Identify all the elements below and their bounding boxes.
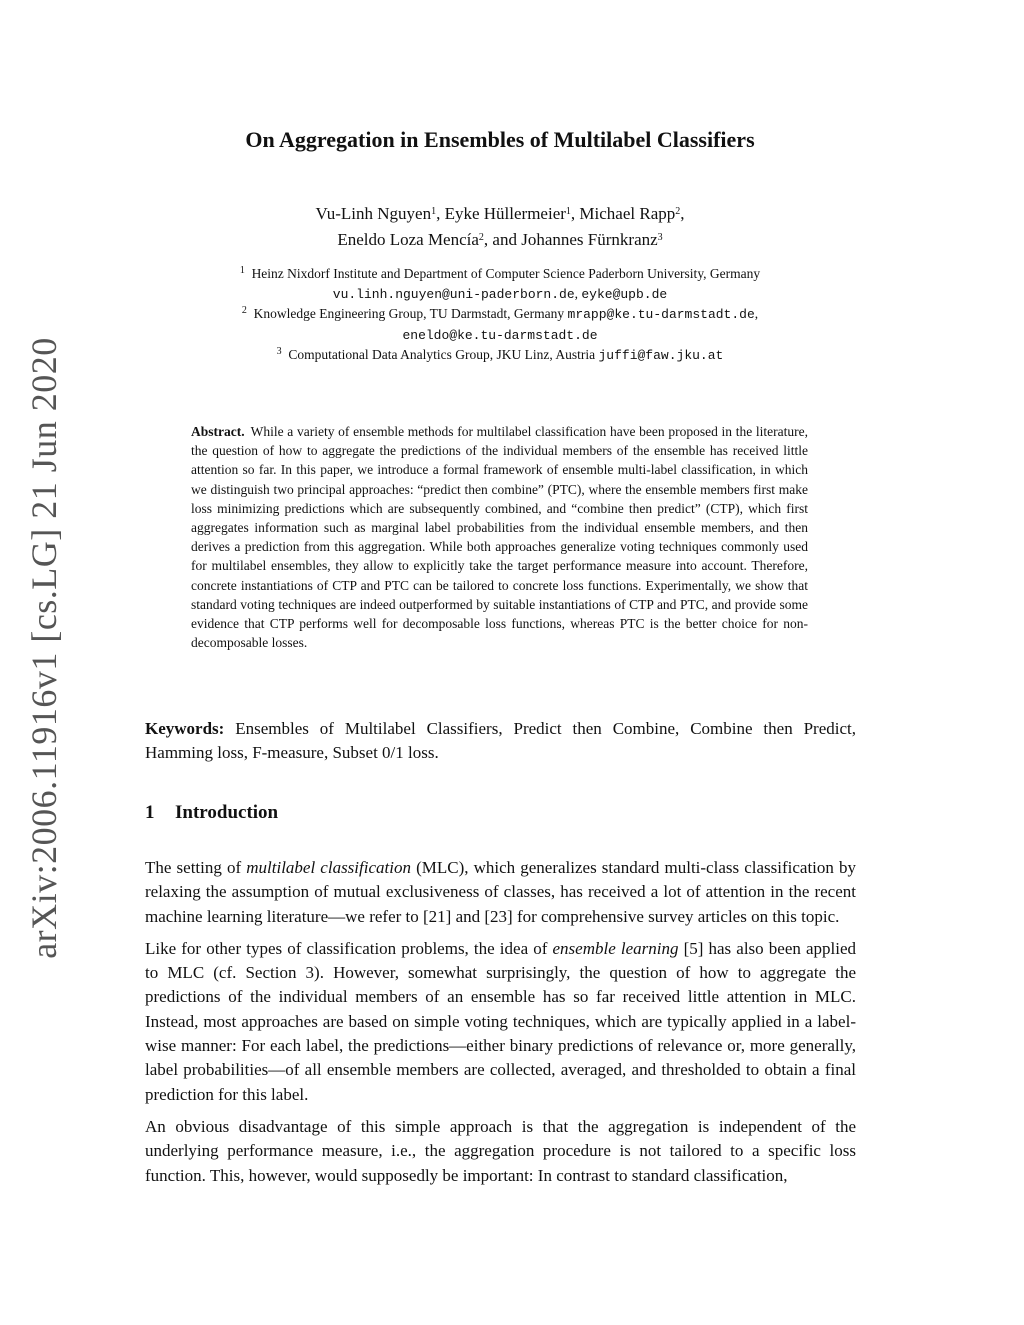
affiliation-1 — [0, 264, 1000, 284]
keywords-text: Ensembles of Multilabel Classifiers, Predict then Combine, Combine then Predict, Hamming loss, F-measure, Subset 0/1 loss. — [145, 719, 856, 762]
affiliation-3 — [0, 345, 1000, 366]
affiliation-name: Heinz Nixdorf Institute and Department of Computer Science Paderborn University, Germany — [251, 266, 761, 281]
author-affiliation-marker: 2 — [478, 232, 484, 243]
paragraph-text: (MLC), which generalizes standard multi-class classification by relaxing the assumption of mutual exclusiveness of classes, has received a lot of attention in the recent machine learning literature—we refer to [21] and [23] for comprehensive survey articles on this topic. — [145, 858, 857, 926]
author-name: and Johannes Fürnkranz — [492, 230, 658, 249]
email-address[interactable]: eyke@upb.de — [581, 286, 668, 302]
paragraph-2 — [145, 937, 856, 1107]
email-address[interactable]: mrapp@ke.tu-darmstadt.de — [567, 307, 755, 322]
section-number: 1 — [145, 802, 155, 823]
paragraph-text: An obvious disadvantage of this simple approach is that the aggregation is independent of the underlying performance measure, i.e., the aggregation procedure is not tailored to a specific loss function. This, however, would supposedly be important: In contrast to standard classification, — [145, 1116, 856, 1185]
paragraph-text: Like for other types of classification problems, the idea of — [145, 938, 548, 958]
affiliation-name: Computational Data Analytics Group, JKU Linz, Austria — [288, 347, 596, 362]
affiliation-list — [0, 264, 1000, 366]
author-affiliation-marker: 1 — [431, 206, 437, 217]
affiliation-number: 1 — [239, 265, 245, 276]
author-list — [0, 201, 1000, 253]
email-address[interactable]: eneldo@ke.tu-darmstadt.de — [402, 327, 598, 343]
paragraph-text: The setting of — [145, 858, 242, 877]
affiliation-number: 3 — [276, 346, 282, 357]
paragraph-text: [5] has also been applied to MLC (cf. Section 3). However, somewhat surprisingly, the question of how to aggregate the predictions of the individual members of an ensemble has so far received little attention in MLC. Instead, most approaches are based on simple voting techniques, which are typically applied in a label-wise manner: For each label, the predictions—either binary predictions of relevance or, more generally, label probabilities—of all ensemble members are collected, averaged, and thresholded to obtain a final prediction for this label. — [145, 938, 857, 1104]
author-line-2: Eneldo Loza Mencía$^2$, and Johannes Fürnkranz$^3$ — [337, 230, 663, 249]
body-text — [145, 856, 856, 1196]
author-line-1: Vu-Linh Nguyen$^1$, Eyke Hüllermeier$^1$, Michael Rapp$^2$, — [315, 204, 685, 223]
affiliation-number: 2 — [241, 305, 247, 316]
paragraph-3 — [145, 1115, 856, 1188]
affiliation-2: $^2$ Knowledge Engineering Group, TU Darmstadt, Germany mrapp@ke.tu-darmstadt.de, — [241, 305, 759, 322]
section-title: Introduction — [175, 802, 279, 823]
author-affiliation-marker: 2 — [675, 206, 681, 217]
author-affiliation-marker: 3 — [657, 232, 663, 243]
emphasized-term: ensemble learning — [552, 938, 679, 958]
email-address[interactable]: vu.linh.nguyen@uni-paderborn.de — [332, 286, 575, 302]
affiliation-1-emails: vu.linh.nguyen@uni-paderborn.de, eyke@upb.de — [332, 285, 668, 302]
paragraph-1 — [145, 856, 856, 929]
author-name: Eyke Hüllermeier — [444, 204, 566, 223]
affiliation-name: Knowledge Engineering Group, TU Darmstadt, Germany — [253, 306, 565, 321]
abstract-label: Abstract. — [191, 424, 245, 439]
email-address[interactable]: juffi@faw.jku.at — [598, 348, 724, 363]
author-name: Vu-Linh Nguyen — [315, 204, 432, 223]
author-affiliation-marker: 1 — [565, 206, 571, 217]
emphasized-term: multilabel classification — [246, 858, 411, 877]
abstract-text: While a variety of ensemble methods for multilabel classification have been proposed in the literature, the question of how to aggregate the predictions of the individual members of the ensemble has received little attention so far. In this paper, we introduce a formal framework of ensemble multi-label classification, in which we distinguish two principal approaches: “predict then combine” (PTC), where the ensemble members first make loss minimizing predictions which are subsequently combined, and “combine then predict” (CTP), which first aggregates information such as marginal label probabilities from the individual ensemble members, and then derives a prediction from this aggregation. While both approaches generalize voting techniques commonly used for multilabel ensembles, they allow to explicitly take the target performance measure into account. Therefore, concrete instantiations of CTP and PTC can be tailored to concrete loss functions. Experimentally, we show that standard voting techniques are indeed outperformed by suitable instantiations of CTP and PTC, and provide some evidence that CTP performs well for decomposable loss functions, whereas PTC is the better choice for non-decomposable losses. — [191, 424, 808, 651]
keywords — [145, 717, 856, 765]
arxiv-side-stamp: arXiv:2006.11916v1 [cs.LG] 21 Jun 2020 — [24, 337, 64, 959]
author-name: Eneldo Loza Mencía — [337, 230, 479, 249]
paper-title: On Aggregation in Ensembles of Multilabel Classifiers — [245, 127, 755, 152]
keywords-label: Keywords: — [145, 719, 225, 738]
section-heading — [145, 802, 278, 824]
abstract — [191, 422, 808, 652]
author-name: Michael Rapp — [579, 204, 676, 223]
affiliation-2-emails — [0, 325, 1000, 346]
